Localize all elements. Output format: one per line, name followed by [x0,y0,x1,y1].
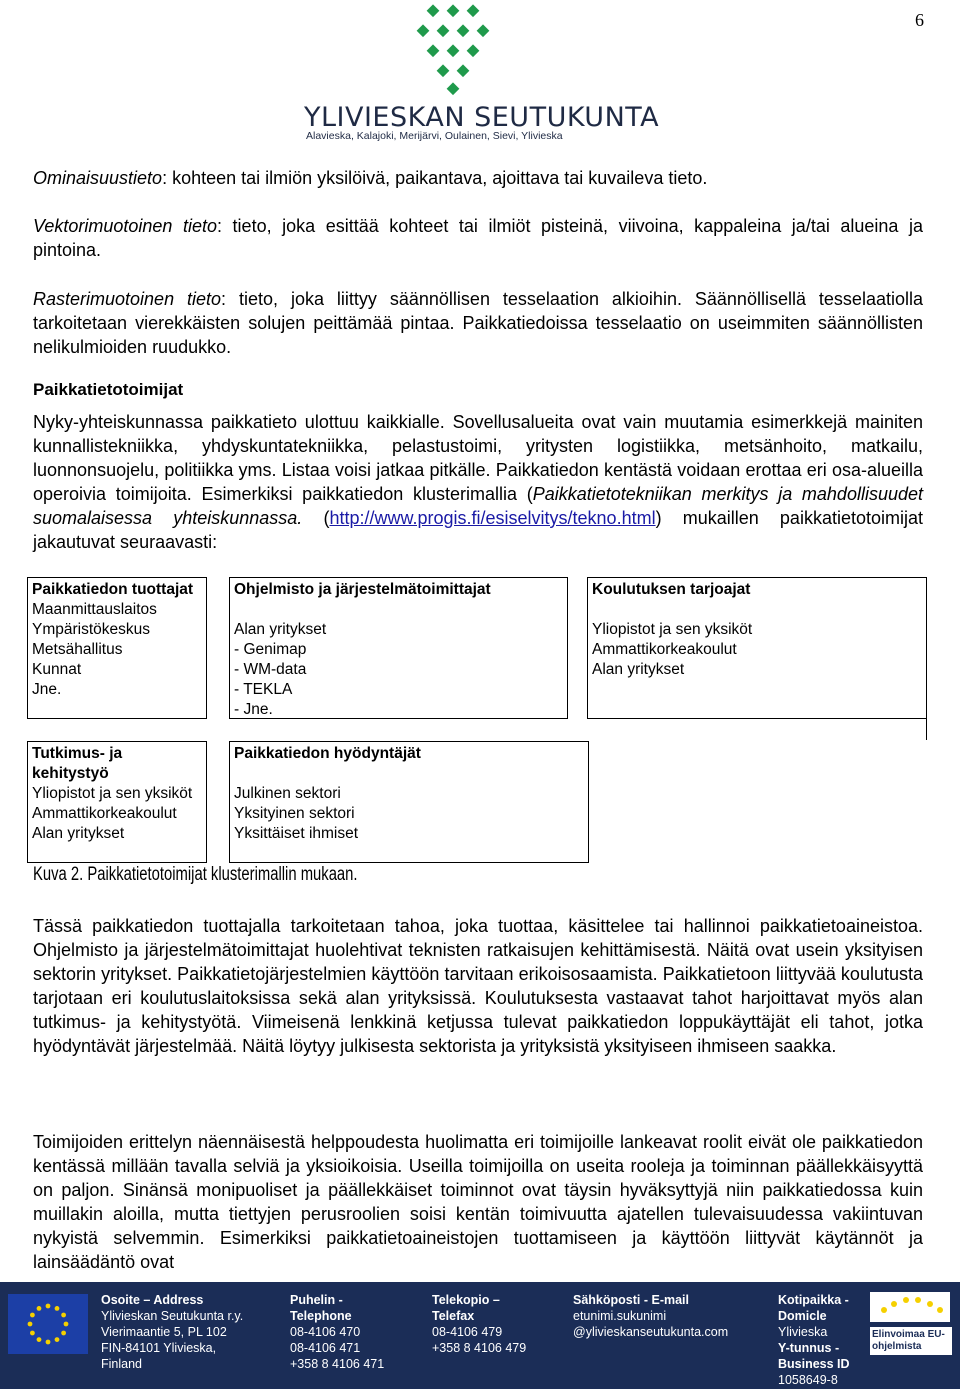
list-item: Ammattikorkeakoulut [592,641,737,658]
body-paragraph: Toimijoiden erittelyn näennäisestä helppoudesta huolimatta eri toimijoille lankeavat roolit eivät ole paikkatiedon kentässä millään tavalla selviä ja yksioikoisia. Useilla toimijoilla on useita rooleja ja toiminnan päällekkäisyyttä on paljon. Sinänsä monipuoliset ja päällekkäiset toiminnot ovat täysin hyväksyttyjä niin paikkatiedossa kuin muillakin aloilla, mutta tiettyjen perusroolien soisi kentän toimivuutta ajatellen tulevaisuudessa vakiintuvan nykyistä selvemmin. Esimerkiksi paikkatietoaineistojen tuottamiseen ja käyttöön liittyvät käytännöt ja lainsäädäntö ovat [33,1132,923,1272]
progis-link[interactable]: http://www.progis.fi/esiselvitys/tekno.html [329,508,656,528]
footer-domicile: Kotipaikka - Domicle Ylivieska Y-tunnus - Business ID 1058649-8 [778,1293,850,1387]
list-item: Ammattikorkeakoulut [32,805,177,822]
eu-stars-icon [870,1292,950,1322]
eu-programmes-logo [870,1292,952,1355]
footer-address: Osoite – Address Ylivieskan Seutukunta r.y. Vierimaantie 5, PL 102 FIN-84101 Ylivieska, Finland [101,1293,244,1371]
body-paragraph: Tässä paikkatiedon tuottajalla tarkoitetaan tahoa, joka tuottaa, käsittelee tai hallinnoi paikkatietoaineistoa. Ohjelmisto ja järjestelmätoimittajat huolehtivat teknisten ratkaisujen kehittämisestä. Näitä ovat usein yksityisen sektorin yritykset. Paikkatietojärjestelmien käyttöön tarvitaan erikoisosaamista. Paikkatietoon liittyvää koulutusta tarjotaan eri koulutuslaitoksissa sekä alan yrityksissä. Koulutuksesta vastaavat tahot harjoittavat myös alan tutkimus- ja kehitystyötä. Viimeisenä lenkkinä ketjussa tulevat paikkatiedon loppukäyttäjät eli tahot, jotka hyödyntävät järjestelmää. Näitä löytyy julkisesta sektorista ja yrityksistä yksityiseen ihmiseen saakka. [33,916,923,1056]
box-divider [587,718,927,719]
list-item: Metsähallitus [32,641,123,658]
page-number: 6 [915,10,924,30]
list-item: Alan yritykset [32,825,125,842]
logo-title: YLIVIESKAN SEUTUKUNTA [304,102,660,133]
list-item: Yliopistot ja sen yksiköt [32,785,193,802]
logo-subtitle: Alavieska, Kalajoki, Merijärvi, Oulainen, Sievi, Ylivieska [306,130,563,142]
footer-phone: Puhelin - Telephone 08-4106 470 08-4106 471 +358 8 4106 471 [290,1293,385,1371]
list-item: Maanmittauslaitos [32,601,157,618]
footer-fax: Telekopio – Telefax 08-4106 479 +358 8 4106 479 [432,1293,527,1355]
cluster-box-users: Paikkatiedon hyödyntäjät Julkinen sektori Yksityinen sektori Yksittäiset ihmiset [229,741,589,863]
organization-logo [300,4,660,144]
page-footer [0,1282,960,1389]
section-heading: Paikkatietotoimijat [33,380,184,399]
list-item: Alan yritykset [234,621,327,638]
cluster-box-producers: Paikkatiedon tuottajat Maanmittauslaitos Ympäristökeskus Metsähallitus Kunnat Jne. [27,577,207,719]
footer-email: Sähköposti - E-mail etunimi.sukunimi @ylivieskanseutukunta.com [573,1293,729,1339]
cluster-box-education: Koulutuksen tarjoajat Yliopistot ja sen yksiköt Ammattikorkeakoulut Alan yritykset [587,577,927,719]
logo-dots-icon [412,4,522,104]
list-item: - WM-data [234,661,307,678]
definition-rasteri: Rasterimuotoinen tieto: tieto, joka liittyy säännöllisen tesselaation alkioihin. Säännöllisellä tesselaatiolla tarkoitetaan vierekkäisten solujen peittämää pintaa. Paikkatiedoissa tesselaatio on useimmiten säännöllisten nelikulmioiden ruudukko. [33,289,923,357]
list-item: - Jne. [234,701,273,718]
intro-paragraph: Nyky-yhteiskunnassa paikkatieto ulottuu kaikkialle. Sovellusalueita ovat vain muutamia esimerkkejä mainiten kunnallistekniikka, yhdyskuntatekniikka, pelastustoimi, yritysten logistiikka, metsänhoito, matkailu, luonnonsuojelu, politiikka yms. Listaa voisi jatkaa pitkälle. Paikkatiedon kentästä voidaan erottaa eri osa-alueilla operoivia toimijoita. Esimerkiksi paikkatiedon klusterimallia (Paikkatietotekniikan merkitys ja mahdollisuudet suomalaisessa yhteiskunnassa. (http://www.progis.fi/esiselvitys/tekno.html) mukaillen paikkatietotoimijat jakautuvat seuraavasti: [33,412,923,552]
eu-flag-icon [8,1294,88,1354]
list-item: Yksityinen sektori [234,805,355,822]
definition-vektori: Vektorimuotoinen tieto: tieto, joka esittää kohteet tai ilmiöt pisteinä, viivoina, kappaleina ja/tai alueina ja pintoina. [33,216,923,260]
list-item: - Genimap [234,641,307,658]
figure-caption: Kuva 2. Paikkatietotoimijat klusterimallin mukaan. [33,864,358,885]
definition-ominaisuustieto: Ominaisuustieto: kohteen tai ilmiön yksilöivä, paikantava, ajoittava tai kuvaileva tieto. [33,168,708,188]
box-divider [926,718,927,740]
list-item: Julkinen sektori [234,785,341,802]
list-item: Yliopistot ja sen yksiköt [592,621,753,638]
list-item: - TEKLA [234,681,293,698]
list-item: Yksittäiset ihmiset [234,825,359,842]
list-item: Jne. [32,681,62,698]
cluster-box-research: Tutkimus- ja kehitystyö Yliopistot ja sen yksiköt Ammattikorkeakoulut Alan yritykset [27,741,207,863]
cluster-box-software: Ohjelmisto ja järjestelmätoimittajat Alan yritykset - Genimap - WM-data - TEKLA - Jne. [229,577,568,719]
eu-programmes-text: Elinvoimaa EU-ohjelmista [870,1327,952,1355]
list-item: Alan yritykset [592,661,685,678]
list-item: Ympäristökeskus [32,621,151,638]
list-item: Kunnat [32,661,82,678]
